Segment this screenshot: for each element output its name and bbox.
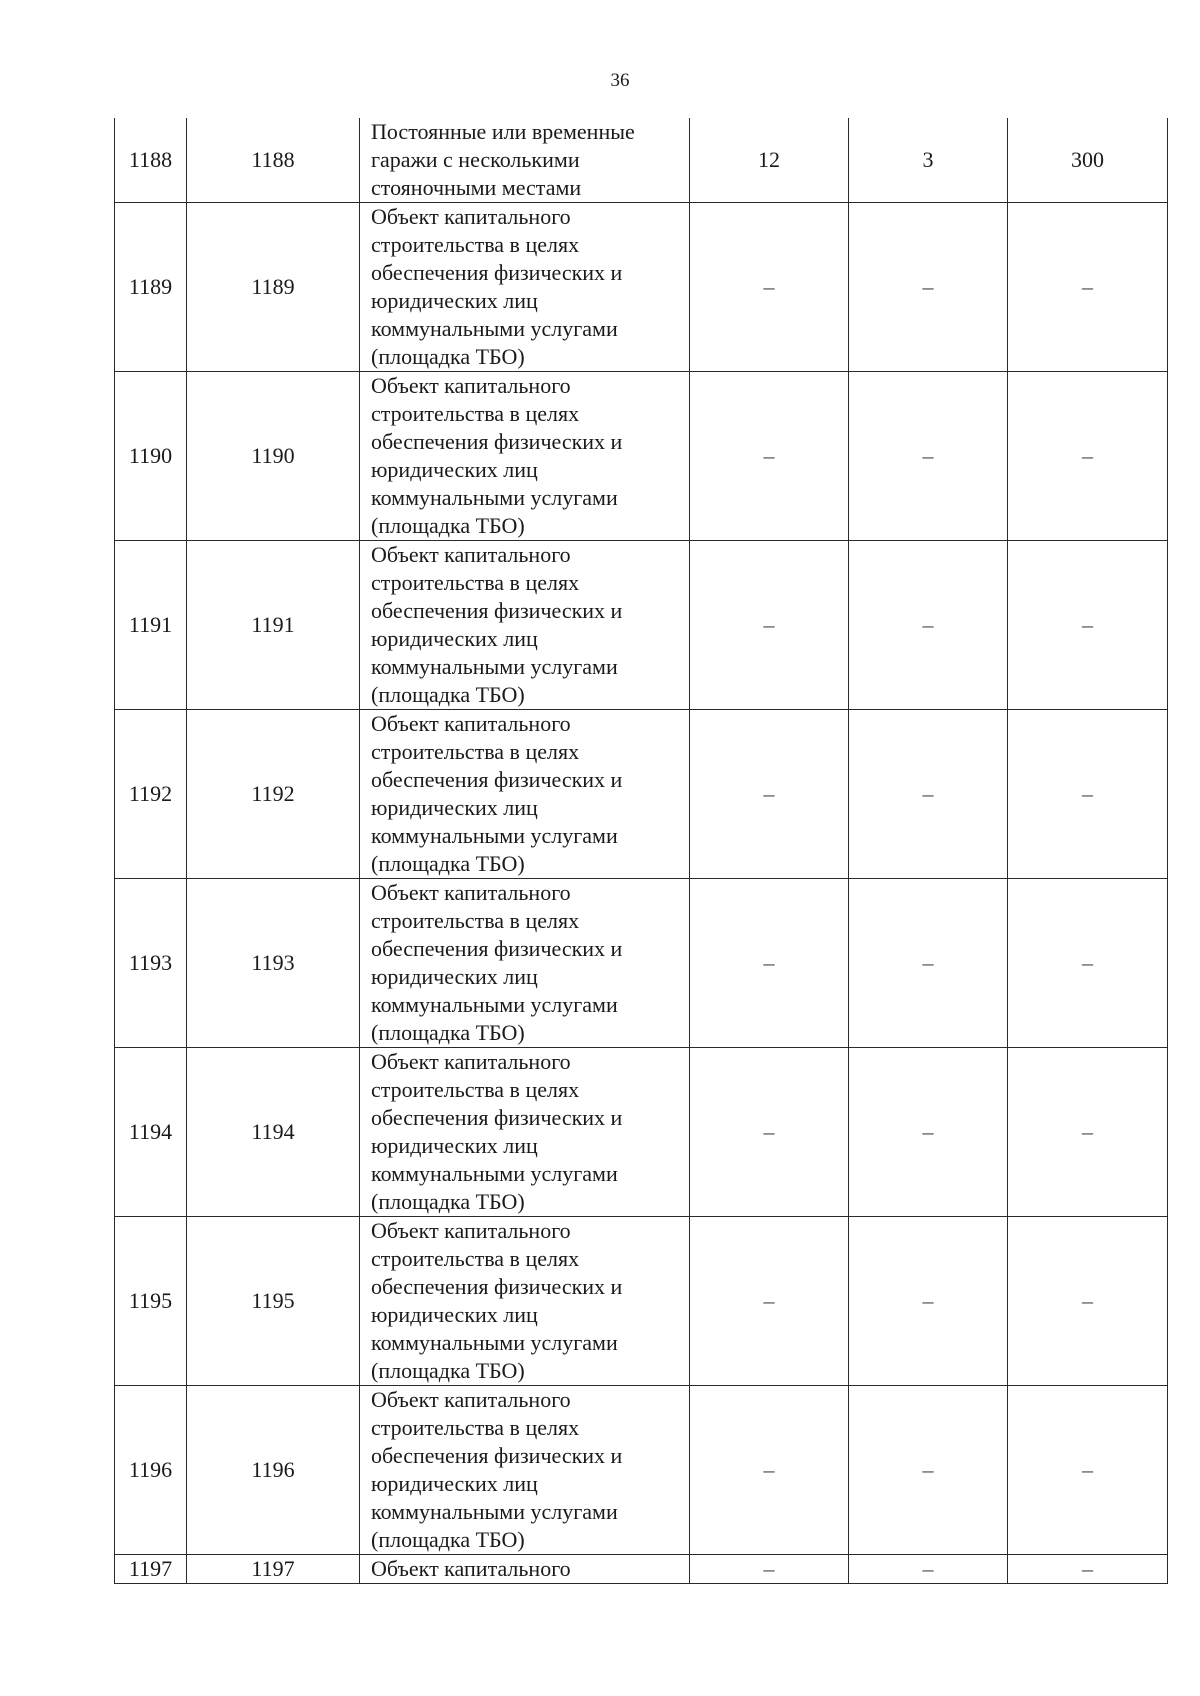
table-row <box>115 1386 1168 1555</box>
description-cell: Объект капитального строительства в целях обеспечения физических и юридических лиц коммунальными услугами (площадка ТБО) <box>360 372 690 541</box>
description-cell: Объект капитального строительства в целях обеспечения физических и юридических лиц коммунальными услугами (площадка ТБО) <box>360 1217 690 1386</box>
value-cell: – <box>1008 1048 1168 1217</box>
value-cell: – <box>690 879 849 1048</box>
value-cell: – <box>690 1386 849 1555</box>
value-cell: – <box>849 372 1008 541</box>
value-cell: – <box>690 1048 849 1217</box>
description-cell: Объект капитального строительства в целях обеспечения физических и юридических лиц коммунальными услугами (площадка ТБО) <box>360 203 690 372</box>
table-row <box>115 118 1168 203</box>
description-cell: Объект капитального строительства в целях обеспечения физических и юридических лиц коммунальными услугами (площадка ТБО) <box>360 879 690 1048</box>
description-cell: Объект капитального строительства в целях обеспечения физических и юридических лиц коммунальными услугами (площадка ТБО) <box>360 1386 690 1555</box>
row-number-cell: 1193 <box>115 879 187 1048</box>
table-row <box>115 1048 1168 1217</box>
row-number-cell: 1196 <box>115 1386 187 1555</box>
row-number-cell: 1190 <box>115 372 187 541</box>
page-number: 36 <box>610 70 630 91</box>
table-row <box>115 710 1168 879</box>
row-number-cell: 1189 <box>115 203 187 372</box>
table-row <box>115 541 1168 710</box>
value-cell: – <box>849 541 1008 710</box>
value-cell: – <box>690 1217 849 1386</box>
description-cell: Объект капитального строительства в целях обеспечения физических и юридических лиц коммунальными услугами (площадка ТБО) <box>360 1048 690 1217</box>
description-cell: Постоянные или временные гаражи с несколькими стояночными местами <box>360 118 690 203</box>
value-cell: 12 <box>690 118 849 203</box>
value-cell: – <box>1008 1555 1168 1584</box>
row-number-cell: 1188 <box>115 118 187 203</box>
value-cell: – <box>1008 1217 1168 1386</box>
value-cell: 3 <box>849 118 1008 203</box>
row-number-cell: 1194 <box>115 1048 187 1217</box>
object-number-cell: 1188 <box>187 118 360 203</box>
value-cell: – <box>849 879 1008 1048</box>
value-cell: – <box>690 1555 849 1584</box>
object-number-cell: 1196 <box>187 1386 360 1555</box>
table-row <box>115 372 1168 541</box>
object-number-cell: 1193 <box>187 879 360 1048</box>
object-number-cell: 1197 <box>187 1555 360 1584</box>
object-number-cell: 1194 <box>187 1048 360 1217</box>
value-cell: – <box>690 372 849 541</box>
value-cell: – <box>849 1048 1008 1217</box>
value-cell: – <box>849 1555 1008 1584</box>
table-row <box>115 203 1168 372</box>
object-number-cell: 1190 <box>187 372 360 541</box>
value-cell: – <box>690 541 849 710</box>
description-cell: Объект капитального строительства в целях обеспечения физических и юридических лиц коммунальными услугами (площадка ТБО) <box>360 710 690 879</box>
row-number-cell: 1191 <box>115 541 187 710</box>
value-cell: – <box>849 203 1008 372</box>
value-cell: – <box>849 710 1008 879</box>
object-number-cell: 1189 <box>187 203 360 372</box>
object-number-cell: 1195 <box>187 1217 360 1386</box>
value-cell: – <box>1008 710 1168 879</box>
value-cell: – <box>1008 1386 1168 1555</box>
row-number-cell: 1197 <box>115 1555 187 1584</box>
table-row <box>115 1217 1168 1386</box>
value-cell: – <box>849 1386 1008 1555</box>
object-number-cell: 1191 <box>187 541 360 710</box>
value-cell: – <box>1008 372 1168 541</box>
value-cell: – <box>849 1217 1008 1386</box>
description-cell: Объект капитального <box>360 1555 690 1584</box>
value-cell: 300 <box>1008 118 1168 203</box>
value-cell: – <box>690 203 849 372</box>
value-cell: – <box>1008 203 1168 372</box>
table-row <box>115 879 1168 1048</box>
row-number-cell: 1195 <box>115 1217 187 1386</box>
value-cell: – <box>1008 541 1168 710</box>
value-cell: – <box>1008 879 1168 1048</box>
data-table <box>114 118 1168 1584</box>
value-cell: – <box>690 710 849 879</box>
object-number-cell: 1192 <box>187 710 360 879</box>
row-number-cell: 1192 <box>115 710 187 879</box>
table-row <box>115 1555 1168 1584</box>
description-cell: Объект капитального строительства в целях обеспечения физических и юридических лиц коммунальными услугами (площадка ТБО) <box>360 541 690 710</box>
